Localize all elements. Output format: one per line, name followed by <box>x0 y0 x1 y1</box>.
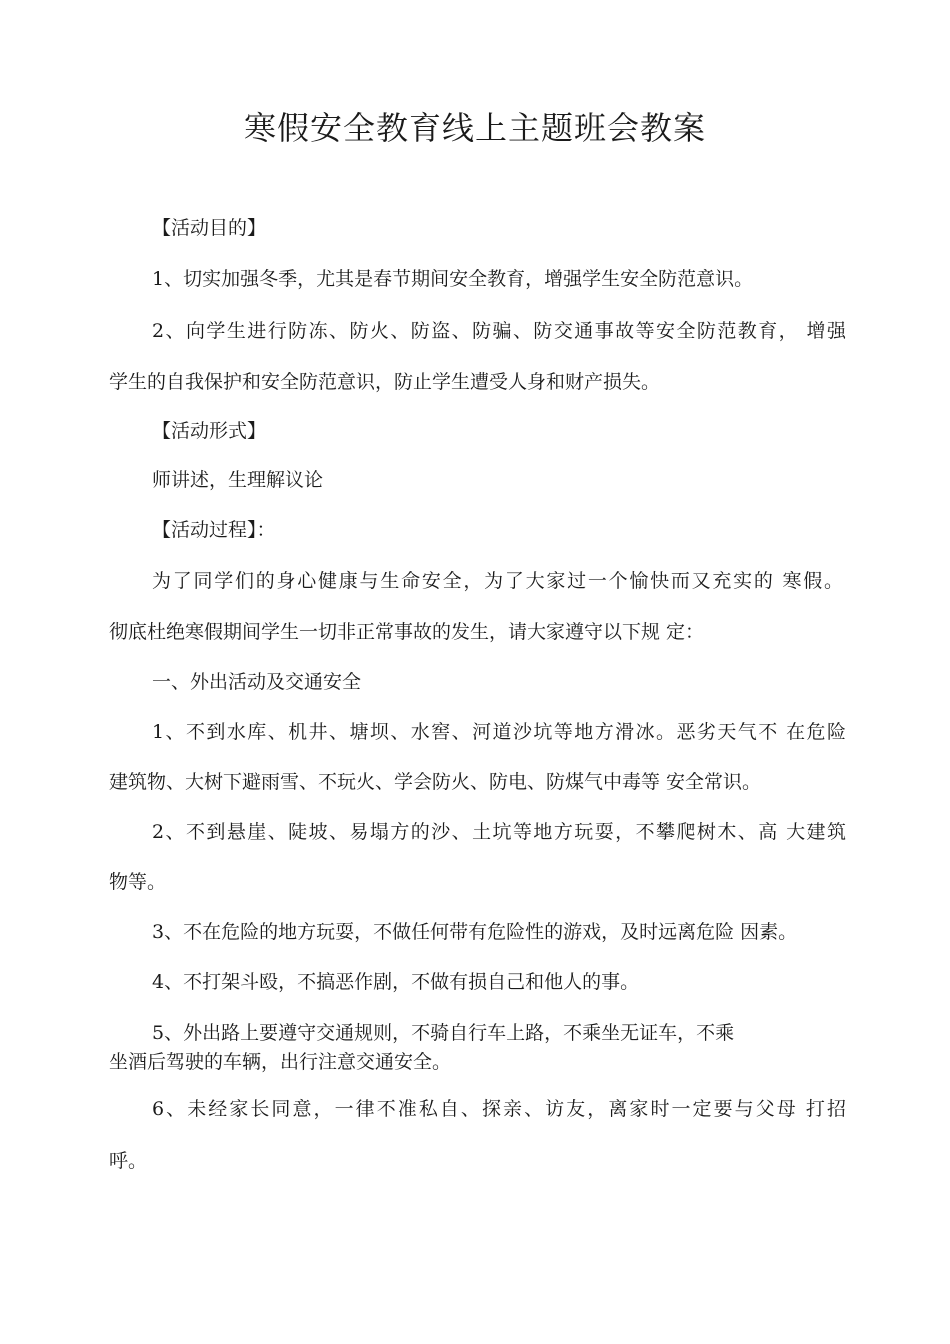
paragraph-line: 坐酒后驾驶的车辆，出行注意交通安全。 <box>109 1051 452 1073</box>
paragraph-line: 1、切实加强冬季，尤其是春节期间安全教育，增强学生安全防范意识。 <box>152 268 754 290</box>
paragraph-line: 学生的自我保护和安全防范意识，防止学生遭受人身和财产损失。 <box>109 371 661 393</box>
section-heading-format: 【活动形式】 <box>152 420 267 442</box>
paragraph-line: 6、未经家长同意，一律不准私自、探亲、访友，离家时一定要与父母 打招 <box>152 1098 846 1120</box>
paragraph-line: 建筑物、大树下避雨雪、不玩火、学会防火、防电、防煤气中毒等 安全常识。 <box>109 771 762 793</box>
paragraph-line: 2、不到悬崖、陡坡、易塌方的沙、土坑等地方玩耍，不攀爬树木、高 大建筑 <box>152 821 846 843</box>
paragraph-line: 4、不打架斗殴，不搞恶作剧，不做有损自己和他人的事。 <box>152 971 640 993</box>
section-heading-process: 【活动过程】： <box>152 519 276 541</box>
paragraph-line: 1、不到水库、机井、塘坝、水窖、河道沙坑等地方滑冰。恶劣天气不 在危险 <box>152 721 846 743</box>
paragraph-line: 为了同学们的身心健康与生命安全，为了大家过一个愉快而又充实的 寒假。 <box>152 570 843 592</box>
paragraph-line: 3、不在危险的地方玩耍，不做任何带有危险性的游戏，及时远离危险 因素。 <box>152 921 798 943</box>
paragraph-line: 2、向学生进行防冻、防火、防盗、防骗、防交通事故等安全防范教育， 增强 <box>152 320 846 342</box>
section-heading-purpose: 【活动目的】 <box>152 217 267 239</box>
paragraph-line: 5、外出路上要遵守交通规则，不骑自行车上路，不乘坐无证车，不乘 <box>152 1022 735 1044</box>
paragraph-line: 呼。 <box>109 1150 148 1172</box>
document-title: 寒假安全教育线上主题班会教案 <box>243 109 706 147</box>
paragraph-line: 彻底杜绝寒假期间学生一切非正常事故的发生，请大家遵守以下规 定： <box>109 621 705 643</box>
paragraph-line: 师讲述，生理解议论 <box>152 469 324 491</box>
subsection-heading: 一、外出活动及交通安全 <box>152 671 362 693</box>
paragraph-line: 物等。 <box>109 871 167 893</box>
